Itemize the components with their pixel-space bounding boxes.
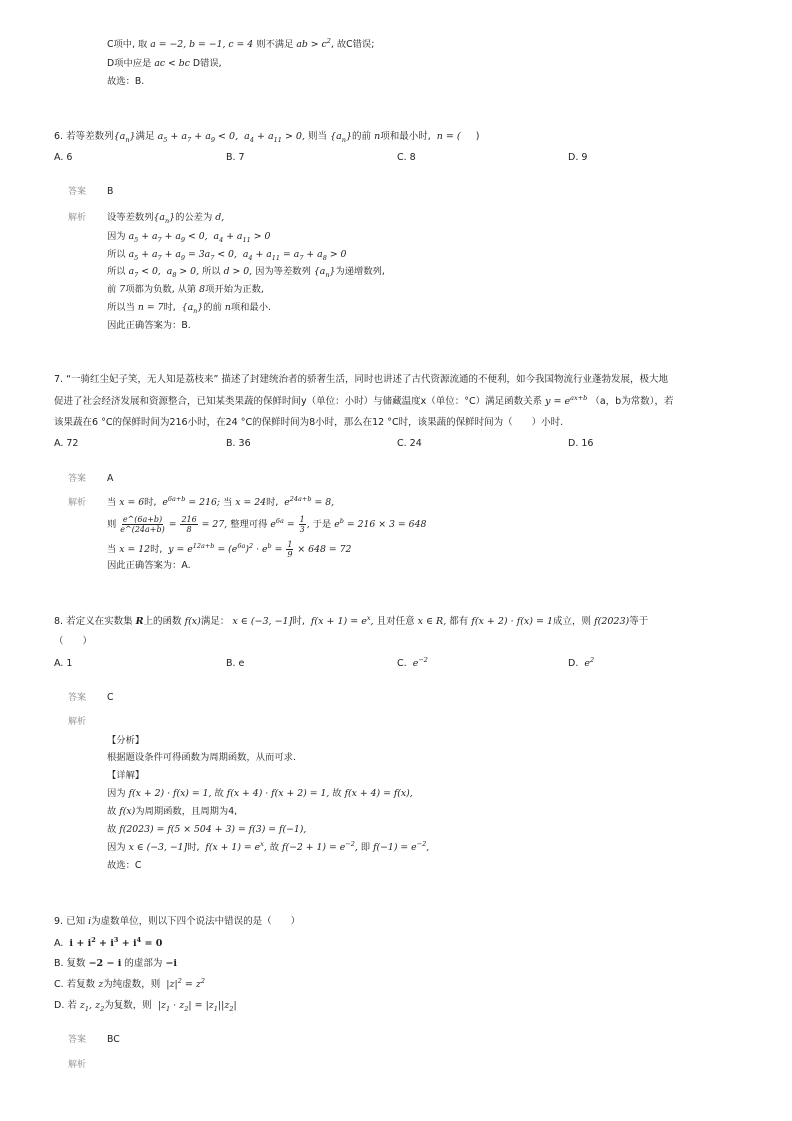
q8-analysis-5: 故 f(x)为周期函数，且周期为4, (107, 806, 238, 817)
q6-analysis-7: 因此正确答案为：B. (107, 320, 191, 331)
q8-analysis-4: 因为 f(x + 2) · f(x) = 1, 故 f(x + 4) · f(x + 2) = 1, 故 f(x + 4) = f(x), (107, 788, 413, 799)
q8-answer-label: 答案 (68, 693, 87, 703)
prev-line-2: D项中应是 ac < bc D错误, (107, 58, 222, 69)
q6-option-a[interactable]: A. 6 (54, 152, 73, 163)
q6-answer-label: 答案 (68, 187, 87, 197)
q8-option-b[interactable]: B. e (226, 658, 245, 669)
q7-option-a[interactable]: A. 72 (54, 438, 79, 449)
q6-analysis-5: 前 7项都为负数, 从第 8项开始为正数, (107, 284, 264, 295)
q8-option-a[interactable]: A. 1 (54, 658, 73, 669)
q7-option-c[interactable]: C. 24 (397, 438, 422, 449)
q6-analysis-6: 所以当 n = 7时, $\{a_n\}$的前 n项和最小. (107, 302, 271, 315)
q6-option-b[interactable]: B. 7 (226, 152, 245, 163)
q6-analysis-3: 所以 $a_5 + a_7 + a_9 = 3a_7 < 0$, $a_4 + a_{11} = a_7 + a_8 > 0$ (107, 249, 347, 262)
q8-analysis-7: 因为 x ∈ (−3, −1]时, $f(x + 1) = e^x$, 故 $f(-2 + 1) = e^{-2}$, 即 $f(-1) = e^{-2}$, (107, 839, 430, 853)
q6-analysis-4: 所以 $a_7 < 0$, $a_8 > 0$, 所以 d > 0, 因为等差数列 $\{a_n\}$为递增数列, (107, 266, 385, 279)
q7-analysis-2: 则 $\frac{e\^{}(6a+b)}{e\^{}(24a+b)}$ = $\frac{216}{8}$ = 27, 整理可得 $e^{6a}$ = $\frac{1}{3}$ , 于是 $e^b = 216 \times 3 = 648$ (107, 515, 427, 534)
q8-analysis-2: 根据题设条件可得函数为周期函数，从而可求. (107, 752, 296, 763)
q6-analysis-2: 因为 $a_5 + a_7 + a_9 < 0$, $a_4 + a_{11} > 0$ (107, 231, 271, 244)
q6-option-d[interactable]: D. 9 (568, 152, 588, 163)
q8-option-d[interactable]: D. $e^2$ (568, 655, 595, 669)
q7-analysis-3: 当 x = 12时, $y = e^{12a+b} = (e^{6a})^2 \cdot e^b$ = $\frac{1}{9}$ × 648 = 72 (107, 540, 352, 559)
q9-analysis-label: 解析 (68, 1060, 87, 1070)
q7-stem-3: 该果蔬在6 °C的保鲜时间为216小时，在24 °C的保鲜时间为8小时，那么在12 °C时，该果蔬的保鲜时间为（ ）小时. (54, 417, 564, 428)
prev-line-1: C项中, 取 a = −2, b = −1, c = 4 则不满足 ab > $c^2$, 故C错误; (107, 36, 375, 50)
q7-option-d[interactable]: D. 16 (568, 438, 594, 449)
q7-stem-1: 7. “一骑红尘妃子笑，无人知是荔枝来” 描述了封建统治者的骄奢生活，同时也讲述了古代资源流通的不便利，如今我国物流行业蓬勃发展，极大地 (54, 374, 668, 385)
q9-option-d[interactable]: D. 若 $z_1$, $z_2$为复数，则 $|z_1 \cdot z_2| = |z_1||z_2|$ (54, 1000, 237, 1013)
q8-analysis-6: 故 f(2023) = f(5 × 504 + 3) = f(3) = f(−1), (107, 824, 307, 835)
q8-option-c[interactable]: C. $e^{-2}$ (397, 655, 428, 669)
q8-answer: C (107, 692, 114, 703)
q7-stem-2: 促进了社会经济发展和资源整合，已知某类果蔬的保鲜时间y（单位：小时）与储藏温度x（单位：°C）满足函数关系 $y = e^{ax+b}$ （a，b为常数），若 (54, 393, 674, 407)
q7-answer-label: 答案 (68, 474, 87, 484)
q9-stem: 9. 已知 i为虚数单位，则以下四个说法中错误的是（ ） (54, 916, 301, 927)
q6-option-c[interactable]: C. 8 (397, 152, 416, 163)
q9-option-a[interactable]: A. $i + i^2 + i^3 + i^4 = 0$ (54, 935, 163, 949)
q9-option-c[interactable]: C. 若复数 z为纯虚数，则 $|z|^2 = z^2$ (54, 976, 206, 990)
q6-stem: 6. 若等差数列$\{a_n\}$满足 $a_5 + a_7 + a_9 < 0$, $a_4 + a_{11} > 0$, 则当 $\{a_n\}$的前 n项和最小时, n = ( ) (54, 131, 480, 144)
q8-stem-1: 8. 若定义在实数集 R上的函数 f(x)满足： x ∈ (−3, −1]时, $f(x + 1) = e^x$, 且对任意 x ∈ R, 都有 f(x + 2) · f(x) = 1成立，则 f(2023)等于 (54, 613, 649, 627)
q9-answer-label: 答案 (68, 1035, 87, 1045)
q7-answer: A (107, 473, 114, 484)
q7-analysis-label: 解析 (68, 498, 87, 508)
q8-stem-2: （ ） (54, 636, 93, 647)
q8-analysis-8: 故选：C (107, 860, 142, 871)
q8-analysis-label: 解析 (68, 717, 87, 727)
q9-option-b[interactable]: B. 复数 −2 − i 的虚部为 −i (54, 958, 178, 969)
q6-analysis-1: 设等差数列$\{a_n\}$的公差为 d, (107, 212, 225, 225)
prev-line-3: 故选：B. (107, 76, 145, 87)
q7-option-b[interactable]: B. 36 (226, 438, 251, 449)
q8-analysis-3: 【详解】 (107, 770, 145, 781)
q7-analysis-1: 当 x = 6时, $e^{6a+b} = 216$; 当 x = 24时, $e^{24a+b} = 8$, (107, 494, 335, 508)
q6-analysis-label: 解析 (68, 213, 87, 223)
q6-answer: B (107, 186, 114, 197)
q9-answer: BC (107, 1034, 120, 1045)
q8-analysis-1: 【分析】 (107, 735, 145, 746)
q7-analysis-4: 因此正确答案为：A. (107, 560, 191, 571)
